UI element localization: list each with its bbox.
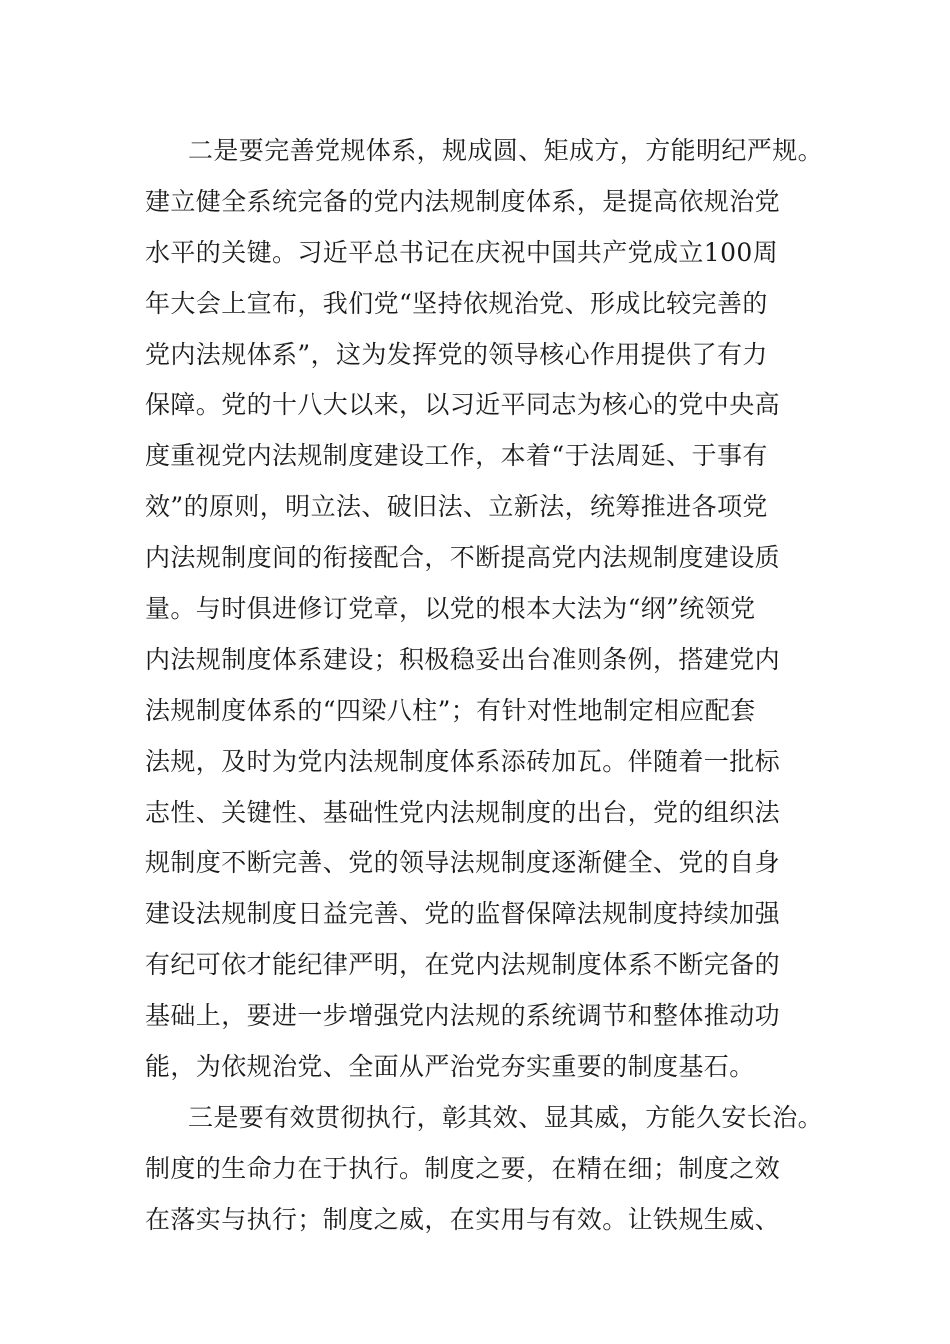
paragraph-1-line-18: 基础上，要进一步增强党内法规的系统调节和整体推动功 [145, 1001, 781, 1031]
paragraph-1-line-13: 法规，及时为党内法规制度体系添砖加瓦。伴随着一批标 [145, 746, 781, 776]
paragraph-1-line-2: 建立健全系统完备的党内法规制度体系，是提高依规治党 [145, 186, 781, 216]
paragraph-1-line-5: 党内法规体系”，这为发挥党的领导核心作用提供了有力 [145, 339, 768, 369]
paragraph-2-line-1: 三是要有效贯彻执行，彰其效、显其威，方能久安长治。 [188, 1102, 824, 1132]
paragraph-1-line-14: 志性、关键性、基础性党内法规制度的出台，党的组织法 [145, 797, 781, 827]
paragraph-1-line-11: 内法规制度体系建设；积极稳妥出台准则条例，搭建党内 [145, 644, 781, 674]
paragraph-1-line-10: 量。与时俱进修订党章，以党的根本大法为“纲”统领党 [145, 594, 756, 624]
paragraph-1-line-7: 度重视党内法规制度建设工作，本着“于法周延、于事有 [145, 441, 768, 471]
document-body [145, 126, 845, 1246]
paragraph-1-line-19: 能，为依规治党、全面从严治党夯实重要的制度基石。 [145, 1052, 755, 1082]
paragraph-1-line-1: 二是要完善党规体系，规成圆、矩成方，方能明纪严规。 [188, 136, 824, 165]
paragraph-1-line-16: 建设法规制度日益完善、党的监督保障法规制度持续加强 [145, 899, 781, 929]
paragraph-1-line-15: 规制度不断完善、党的领导法规制度逐渐健全、党的自身 [145, 848, 781, 878]
paragraph-1-line-3: 水平的关键。习近平总书记在庆祝中国共产党成立100周 [145, 237, 779, 267]
paragraph-1-line-17: 有纪可依才能纪律严明，在党内法规制度体系不断完备的 [145, 950, 781, 980]
paragraph-1-line-6: 保障。党的十八大以来，以习近平同志为核心的党中央高 [145, 390, 781, 420]
paragraph-2-line-3: 在落实与执行；制度之威，在实用与有效。让铁规生威、 [145, 1204, 781, 1234]
paragraph-1-line-8: 效”的原则，明立法、破旧法、立新法，统筹推进各项党 [145, 492, 768, 522]
paragraph-1-line-9: 内法规制度间的衔接配合，不断提高党内法规制度建设质 [145, 543, 781, 573]
paragraph-1-line-4: 年大会上宣布，我们党“坚持依规治党、形成比较完善的 [145, 288, 768, 318]
paragraph-2-line-2: 制度的生命力在于执行。制度之要，在精在细；制度之效 [145, 1153, 781, 1183]
paragraph-1-line-12: 法规制度体系的“四梁八柱”；有针对性地制定相应配套 [145, 695, 756, 725]
